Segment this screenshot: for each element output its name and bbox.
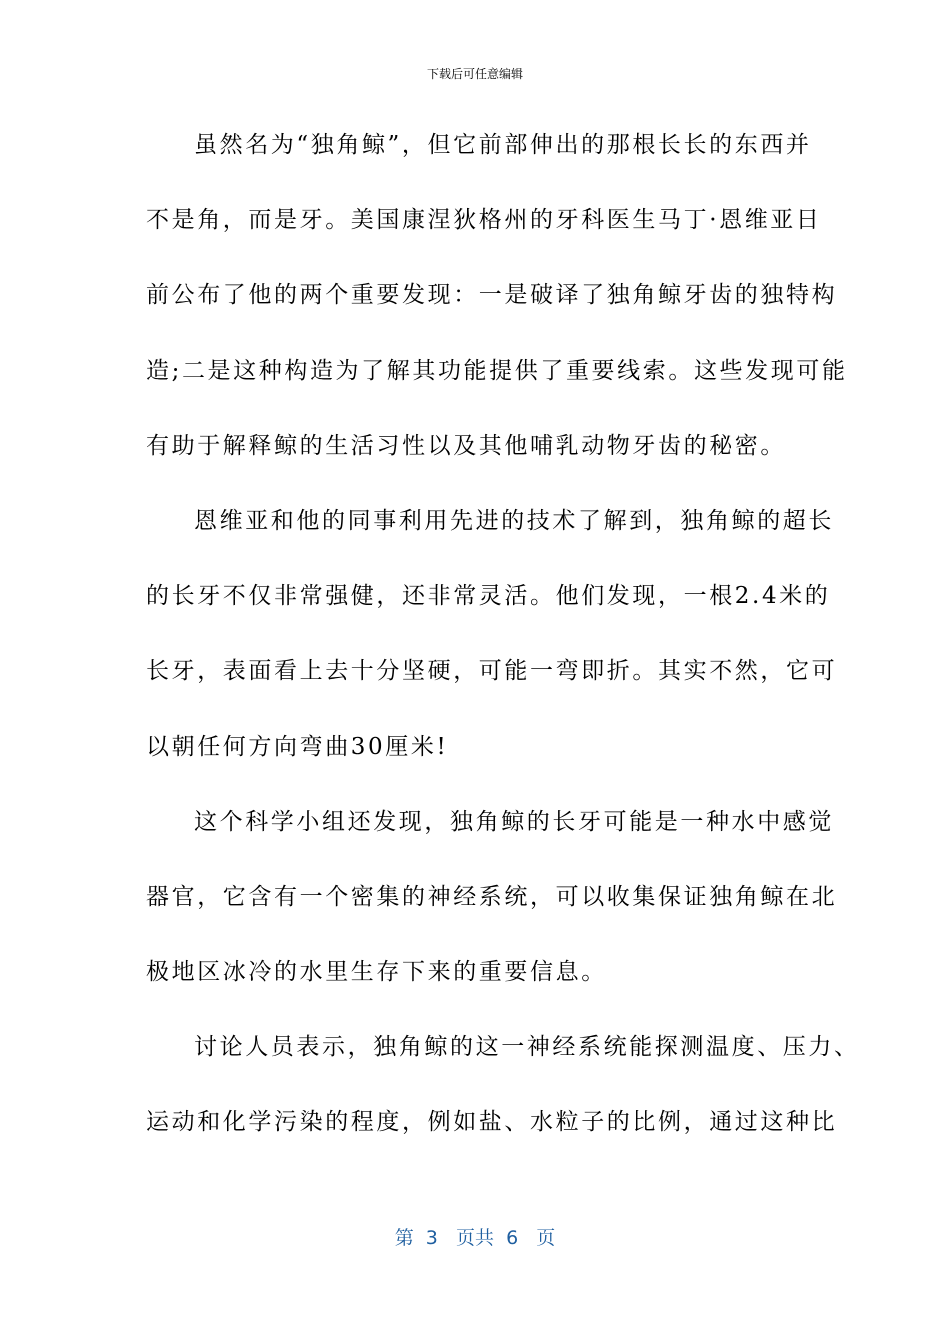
document-body: [146, 120, 860, 1173]
page-header: 下载后可任意编辑: [426, 67, 523, 81]
paragraph-3-line-1: 这个科学小组还发现，独角鲸的长牙可能是一种水中感觉: [194, 808, 834, 835]
paragraph-2-line-4: 以朝任何方向弯曲30厘米!: [146, 733, 449, 760]
paragraph-1-line-5: 有助于解释鲸的生活习性以及其他哺乳动物牙齿的秘密。: [146, 432, 786, 459]
paragraph-1-line-2: 不是角，而是牙。美国康涅狄格州的牙科医生马丁·恩维亚日: [146, 207, 822, 234]
paragraph-1-line-1: 虽然名为“独角鲸”，但它前部伸出的那根长长的东西并: [194, 132, 812, 158]
paragraph-1-line-3: 前公布了他的两个重要发现：一是破译了独角鲸牙齿的独特构: [146, 282, 838, 309]
paragraph-2-line-1: 恩维亚和他的同事利用先进的技术了解到，独角鲸的超长: [194, 507, 834, 534]
paragraph-2-line-2: 的长牙不仅非常强健，还非常灵活。他们发现，一根2.4米的: [146, 583, 831, 610]
paragraph-4-line-1: 讨论人员表示，独角鲸的这一神经系统能探测温度、压力、: [194, 1034, 860, 1061]
page-number-footer: 第 3 页共 6 页: [394, 1227, 556, 1249]
paragraph-3-line-2: 器官，它含有一个密集的神经系统，可以收集保证独角鲸在北: [146, 883, 838, 910]
paragraph-3-line-3: 极地区冰冷的水里生存下来的重要信息。: [146, 959, 607, 986]
paragraph-2-line-3: 长牙，表面看上去十分坚硬，可能一弯即折。其实不然，它可: [146, 658, 838, 685]
paragraph-4-line-2: 运动和化学污染的程度，例如盐、水粒子的比例，通过这种比: [146, 1109, 838, 1136]
paragraph-1-line-4: 造;二是这种构造为了解其功能提供了重要线索。这些发现可能: [146, 357, 848, 384]
